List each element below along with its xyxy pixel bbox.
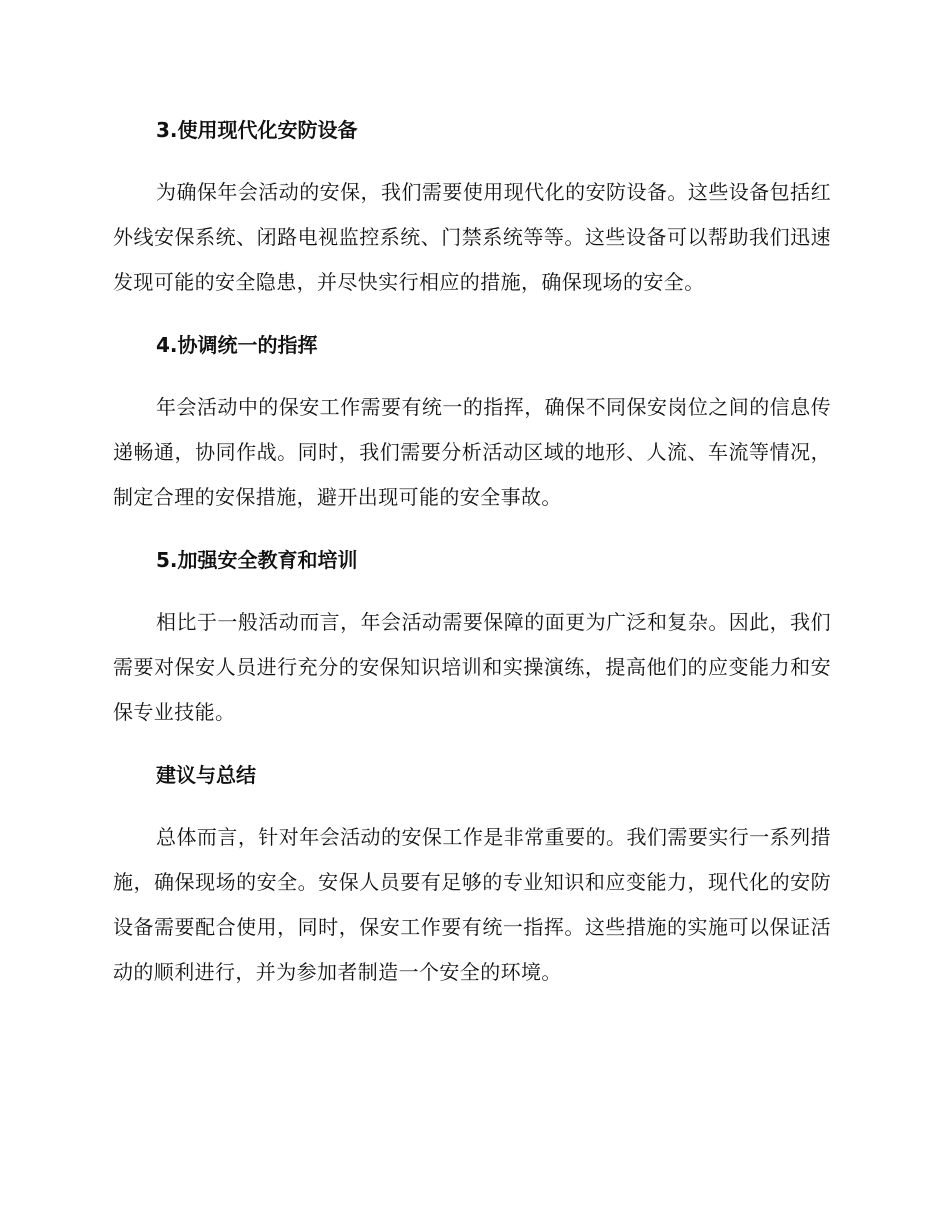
section-heading-5: 5.加强安全教育和培训 (156, 548, 358, 572)
section-body-3: 为确保年会活动的安保，我们需要使用现代化的安防设备。这些设备包括红外线安保系统、闭路电视监控系统、门禁系统等等。这些设备可以帮助我们迅速发现可能的安全隐患，并尽快实行相应的措施，确保现场的安全。 (113, 180, 831, 294)
section-heading-4: 4.协调统一的指挥 (156, 333, 318, 357)
section-body-summary: 总体而言，针对年会活动的安保工作是非常重要的。我们需要实行一系列措施，确保现场的安全。安保人员要有足够的专业知识和应变能力，现代化的安防设备需要配合使用，同时，保安工作要有统一指挥。这些措施的实施可以保证活动的顺利进行，并为参加者制造一个安全的环境。 (113, 825, 831, 984)
section-heading-summary: 建议与总结 (156, 763, 256, 787)
document-content (113, 110, 831, 1015)
section-body-4: 年会活动中的保安工作需要有统一的指挥，确保不同保安岗位之间的信息传递畅通，协同作战。同时，我们需要分析活动区域的地形、人流、车流等情况，制定合理的安保措施，避开出现可能的安全事故。 (113, 395, 831, 509)
section-heading-3: 3.使用现代化安防设备 (156, 118, 358, 142)
section-body-5: 相比于一般活动而言，年会活动需要保障的面更为广泛和复杂。因此，我们需要对保安人员进行充分的安保知识培训和实操演练，提高他们的应变能力和安保专业技能。 (113, 610, 831, 724)
